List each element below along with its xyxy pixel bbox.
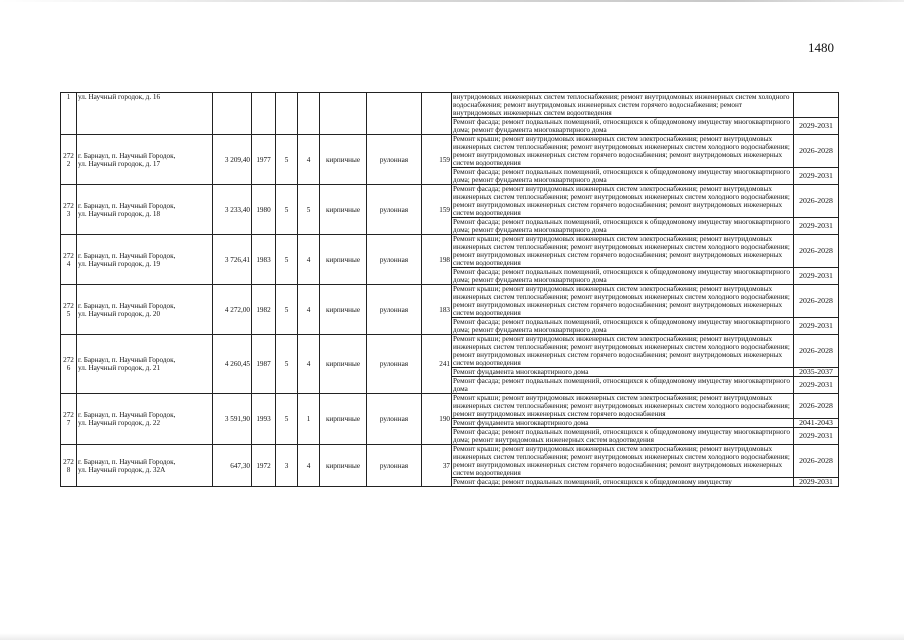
work-period-cell: 2026-2028 [794, 445, 839, 478]
work-description-cell: Ремонт крыши; ремонт внутридомовых инженерных систем электроснабжения; ремонт внутридомовых инженерных систем теплоснабжения; ремонт внутридомовых инженерных систем холодного водоснабжения; ремонт внутридомовых инженерных систем горячего водоснабжения; ремонт внутридомовых инженерных систем водоотведения [452, 335, 794, 368]
year-cell: 1983 [252, 235, 276, 285]
entrances-cell: 4 [298, 135, 320, 185]
row-code: 272 [63, 201, 74, 210]
entrances-cell: 4 [298, 335, 320, 394]
row-code: 272 [63, 411, 74, 419]
roof-type-cell [367, 93, 422, 135]
work-description-cell: Ремонт крыши; ремонт внутридомовых инженерных систем электроснабжения; ремонт внутридомовых инженерных систем теплоснабжения; ремонт внутридомовых инженерных систем холодного водоснабжения; ремонт внутридомовых инженерных систем горячего водоснабжения; ремонт внутридомовых инженерных систем водоотведения [452, 445, 794, 478]
address-cell [77, 335, 213, 394]
entrances-cell: 4 [298, 285, 320, 335]
scan-edge [0, 0, 904, 2]
address-line: г. Барнаул, п. Научный Городок, [78, 151, 176, 160]
row-number-cell [61, 93, 77, 135]
roof-type-cell: рулонная [367, 335, 422, 394]
entrances-cell: 4 [298, 235, 320, 285]
address-cell [77, 445, 213, 487]
floors-cell: 3 [276, 445, 298, 487]
work-period-cell: 2035-2037 [794, 368, 839, 377]
floors-cell: 5 [276, 335, 298, 394]
address-cell [77, 93, 213, 135]
address-line: ул. Научный городок, д. 20 [78, 309, 161, 318]
work-period-cell: 2026-2028 [794, 185, 839, 218]
entrances-cell: 1 [298, 394, 320, 445]
area-cell: 4 260,45 [213, 335, 252, 394]
scan-bottom-edge [0, 633, 904, 640]
area-cell [213, 93, 252, 135]
work-period-cell: 2029-2031 [794, 428, 839, 445]
row-index: 8 [66, 465, 71, 474]
work-description-cell: Ремонт фундамента многоквартирного дома [452, 368, 794, 377]
area-cell: 4 272,00 [213, 285, 252, 335]
work-period-cell: 2029-2031 [794, 218, 839, 235]
work-description-cell: Ремонт фасада; ремонт подвальных помещений, относящихся к общедомовому имуществу многоквартирного дома; ремонт фундамента многоквартирного дома [452, 218, 794, 235]
entrances-cell: 5 [298, 185, 320, 235]
residents-cell: 241 [422, 335, 452, 394]
work-period-cell: 2041-2043 [794, 419, 839, 428]
address-line: г. Барнаул, п. Научный Городок, [78, 251, 176, 260]
work-description-cell: Ремонт фасада; ремонт подвальных помещений, относящихся к общедомовому имуществу многоквартирного дома [452, 377, 794, 394]
row-code: 272 [63, 151, 74, 160]
work-description-cell: Ремонт фасада; ремонт подвальных помещений, относящихся к общедомовому имуществу многоквартирного дома; ремонт внутридомовых инженерных систем водоотведения [452, 428, 794, 445]
roof-type-cell: рулонная [367, 135, 422, 185]
roof-type-cell: рулонная [367, 235, 422, 285]
area-cell: 3 233,40 [213, 185, 252, 235]
year-cell: 1993 [252, 394, 276, 445]
work-period-cell: 2029-2031 [794, 168, 839, 185]
wall-material-cell: кирпичные [320, 335, 367, 394]
work-description-cell: Ремонт крыши; ремонт внутридомовых инженерных систем электроснабжения; ремонт внутридомовых инженерных систем теплоснабжения; ремонт внутридомовых инженерных систем холодного водоснабжения; ремонт внутридомовых инженерных систем горячего водоснабжения; ремонт внутридомовых инженерных систем водоотведения [452, 235, 794, 268]
work-period-cell: 2029-2031 [794, 478, 839, 487]
work-description-cell: Ремонт фасада; ремонт подвальных помещений, относящихся к общедомовому имуществу многоквартирного дома; ремонт фундамента многоквартирного дома [452, 318, 794, 335]
row-code: 272 [63, 301, 74, 310]
wall-material-cell: кирпичные [320, 445, 367, 487]
area-cell: 3 591,90 [213, 394, 252, 445]
row-index: 6 [66, 364, 71, 372]
work-period-cell: 2026-2028 [794, 135, 839, 168]
entrances-cell [298, 93, 320, 135]
roof-type-cell: рулонная [367, 185, 422, 235]
work-period-cell: 2026-2028 [794, 335, 839, 368]
area-cell: 3 209,40 [213, 135, 252, 185]
work-description-cell: Ремонт фасада; ремонт подвальных помещений, относящихся к общедомовому имуществу многоквартирного дома; ремонт фундамента многоквартирного дома [452, 168, 794, 185]
address-line: ул. Научный городок, д. 18 [78, 209, 161, 218]
address-cell [77, 185, 213, 235]
work-period-cell: 2026-2028 [794, 285, 839, 318]
roof-type-cell: рулонная [367, 394, 422, 445]
roof-type-cell: рулонная [367, 285, 422, 335]
address-line: ул. Научный городок, д. 19 [78, 259, 161, 268]
year-cell [252, 93, 276, 135]
address-cell [77, 135, 213, 185]
table-row [61, 445, 839, 478]
residents-cell: 159 [422, 185, 452, 235]
row-code: 272 [63, 457, 74, 466]
work-period-cell: 2029-2031 [794, 118, 839, 135]
registry-body [61, 93, 839, 487]
floors-cell: 5 [276, 235, 298, 285]
work-description-cell: Ремонт фасада; ремонт подвальных помещений, относящихся к общедомовому имуществу [452, 478, 794, 487]
work-description-cell: Ремонт крыши; ремонт внутридомовых инженерных систем электроснабжения; ремонт внутридомовых инженерных систем теплоснабжения; ремонт внутридомовых инженерных систем холодного водоснабжения; ремонт внутридомовых инженерных систем горячего водоснабжения; ремонт внутридомовых инженерных систем водоотведения [452, 285, 794, 318]
address-line: г. Барнаул, п. Научный Городок, [78, 201, 176, 210]
floors-cell: 5 [276, 135, 298, 185]
wall-material-cell: кирпичные [320, 235, 367, 285]
row-code: 272 [63, 251, 74, 260]
address-line: ул. Научный городок, д. 17 [78, 159, 161, 168]
row-number-cell [61, 185, 77, 235]
work-period-cell: 2029-2031 [794, 268, 839, 285]
row-index: 2 [66, 159, 71, 168]
floors-cell: 5 [276, 185, 298, 235]
year-cell: 1972 [252, 445, 276, 487]
residents-cell: 159 [422, 135, 452, 185]
row-code: 1 [66, 93, 71, 101]
wall-material-cell: кирпичные [320, 135, 367, 185]
year-cell: 1982 [252, 285, 276, 335]
address-line: г. Барнаул, п. Научный Городок, [78, 457, 176, 466]
work-description-cell: Ремонт крыши; ремонт внутридомовых инженерных систем электроснабжения; ремонт внутридомовых инженерных систем теплоснабжения; ремонт внутридомовых инженерных систем холодного водоснабжения; ремонт внутридомовых инженерных систем горячего водоснабжения [452, 394, 794, 419]
row-index: 5 [66, 309, 71, 318]
row-number-cell [61, 285, 77, 335]
row-number-cell [61, 235, 77, 285]
year-cell: 1980 [252, 185, 276, 235]
work-description-cell: Ремонт фундамента многоквартирного дома [452, 419, 794, 428]
address-cell [77, 285, 213, 335]
floors-cell [276, 93, 298, 135]
row-index: 4 [66, 259, 71, 268]
address-cell [77, 394, 213, 445]
floors-cell: 5 [276, 394, 298, 445]
row-number-cell [61, 135, 77, 185]
address-line: ул. Научный городок, д. 16 [78, 93, 161, 101]
table-row [61, 93, 839, 118]
table-row [61, 185, 839, 218]
wall-material-cell [320, 93, 367, 135]
work-period-cell: 2026-2028 [794, 235, 839, 268]
year-cell: 1987 [252, 335, 276, 394]
residents-cell: 190 [422, 394, 452, 445]
row-code: 272 [63, 356, 74, 364]
table-row [61, 235, 839, 268]
address-line: г. Барнаул, п. Научный Городок, [78, 301, 176, 310]
row-index: 3 [66, 209, 71, 218]
table-row [61, 335, 839, 368]
wall-material-cell: кирпичные [320, 185, 367, 235]
work-period-cell: 2029-2031 [794, 318, 839, 335]
work-description-cell: Ремонт фасада; ремонт внутридомовых инженерных систем электроснабжения; ремонт внутридомовых инженерных систем теплоснабжения; ремонт внутридомовых инженерных систем холодного водоснабжения; ремонт внутридомовых инженерных систем горячего водоснабжения; ремонт внутридомовых инженерных систем водоотведения [452, 185, 794, 218]
work-period-cell: 2029-2031 [794, 377, 839, 394]
address-line: ул. Научный городок, д. 22 [78, 419, 161, 427]
address-line: ул. Научный городок, д. 21 [78, 364, 161, 372]
address-line: г. Барнаул, п. Научный Городок, [78, 411, 176, 419]
table-row [61, 285, 839, 318]
year-cell: 1977 [252, 135, 276, 185]
residents-cell: 198 [422, 235, 452, 285]
roof-type-cell: рулонная [367, 445, 422, 487]
entrances-cell: 4 [298, 445, 320, 487]
row-number-cell [61, 335, 77, 394]
residents-cell [422, 93, 452, 135]
row-number-cell [61, 394, 77, 445]
work-period-cell [794, 93, 839, 118]
residents-cell: 183 [422, 285, 452, 335]
page-number: 1480 [808, 40, 834, 55]
address-line: г. Барнаул, п. Научный Городок, [78, 356, 176, 364]
work-description-cell: Ремонт фасада; ремонт подвальных помещений, относящихся к общедомовому имуществу многоквартирного дома; ремонт фундамента многоквартирного дома [452, 118, 794, 135]
area-cell: 647,30 [213, 445, 252, 487]
address-cell [77, 235, 213, 285]
wall-material-cell: кирпичные [320, 285, 367, 335]
residents-cell: 37 [422, 445, 452, 487]
wall-material-cell: кирпичные [320, 394, 367, 445]
work-description-cell: Ремонт крыши; ремонт внутридомовых инженерных систем электроснабжения; ремонт внутридомовых инженерных систем теплоснабжения; ремонт внутридомовых инженерных систем холодного водоснабжения; ремонт внутридомовых инженерных систем горячего водоснабжения; ремонт внутридомовых инженерных систем водоотведения [452, 135, 794, 168]
row-number-cell [61, 445, 77, 487]
area-cell: 3 726,41 [213, 235, 252, 285]
work-description-cell: Ремонт фасада; ремонт подвальных помещений, относящихся к общедомовому имуществу многоквартирного дома; ремонт фундамента многоквартирного дома [452, 268, 794, 285]
floors-cell: 5 [276, 285, 298, 335]
table-row [61, 394, 839, 419]
work-description-cell: внутридомовых инженерных систем теплоснабжения; ремонт внутридомовых инженерных систем холодного водоснабжения; ремонт внутридомовых инженерных систем горячего водоснабжения; ремонт внутридомовых инженерных систем водоотведения [452, 93, 794, 118]
work-period-cell: 2026-2028 [794, 394, 839, 419]
table-row [61, 135, 839, 168]
row-index: 7 [66, 419, 71, 427]
address-line: ул. Научный городок, д. 32А [78, 465, 166, 474]
housing-registry-table [60, 92, 839, 487]
